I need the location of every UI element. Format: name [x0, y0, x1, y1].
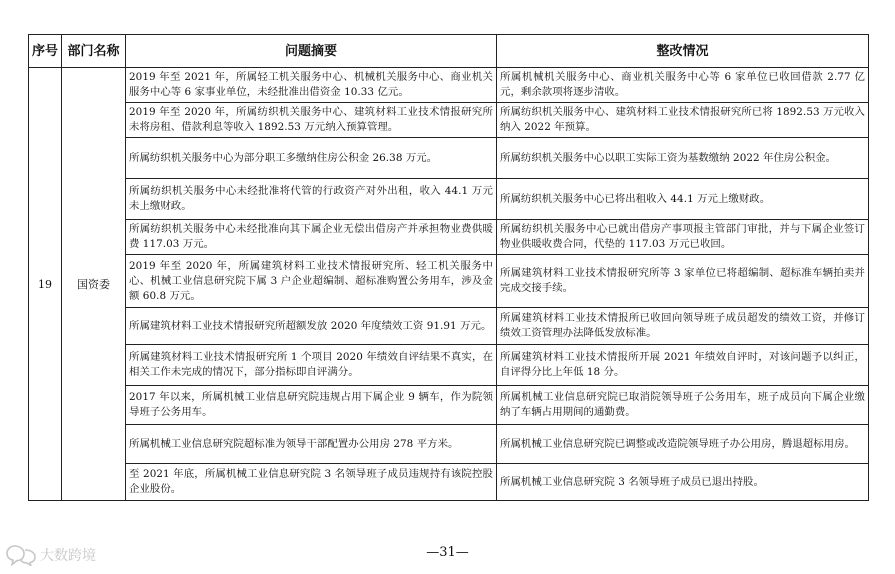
table-row [29, 255, 869, 308]
issue-cell: 所属建筑材料工业技术情报研究所超额发放 2020 年度绩效工资 91.91 万元。 [126, 308, 497, 345]
header-index: 序号 [29, 35, 62, 68]
rectification-cell: 所属机械工业信息研究院 3 名领导班子成员已退出持股。 [497, 464, 869, 501]
table-row [29, 138, 869, 179]
issue-cell: 2019 年至 2020 年，所属建筑材料工业技术情报研究所、轻工机关服务中心、机械工业信息研究院下属 3 户企业超编制、超标准购置公务用车，涉及金额 60.8 万元。 [126, 255, 497, 308]
rectification-cell: 所属建筑材料工业技术情报所开展 2021 年绩效自评时，对该问题予以纠正，自评得分比上年低 18 分。 [497, 345, 869, 386]
issue-cell: 所属纺织机关服务中心未经批准向其下属企业无偿出借房产并承担物业费供暖费 117.03 万元。 [126, 220, 497, 255]
table-row [29, 308, 869, 345]
rectification-cell: 所属机械工业信息研究院已取消院领导班子公务用车，班子成员向下属企业缴纳了车辆占用期间的通勤费。 [497, 386, 869, 425]
issue-cell: 所属建筑材料工业技术情报研究所 1 个项目 2020 年绩效自评结果不真实，在相关工作未完成的情况下，部分指标即自评满分。 [126, 345, 497, 386]
issue-cell: 2019 年至 2020 年，所属纺织机关服务中心、建筑材料工业技术情报研究所未将房租、借款利息等收入 1892.53 万元纳入预算管理。 [126, 103, 497, 138]
row-index-cell: 19 [29, 68, 62, 501]
rectification-cell: 所属机械机关服务中心、商业机关服务中心等 6 家单位已收回借款 2.77 亿元，剩余款项将逐步清收。 [497, 68, 869, 103]
page-number: —31— [426, 545, 469, 560]
header-rectification: 整改情况 [497, 35, 869, 68]
table-header-row [29, 35, 869, 68]
rectification-cell: 所属纺织机关服务中心已将出租收入 44.1 万元上缴财政。 [497, 179, 869, 220]
issue-cell: 至 2021 年底，所属机械工业信息研究院 3 名领导班子成员违规持有该院控股企业股份。 [126, 464, 497, 501]
table-row [29, 179, 869, 220]
issue-cell: 所属机械工业信息研究院超标准为领导干部配置办公用房 278 平方米。 [126, 425, 497, 464]
issue-cell: 2017 年以来，所属机械工业信息研究院违规占用下属企业 9 辆车，作为院领导班子公务用车。 [126, 386, 497, 425]
table-row [29, 68, 869, 103]
watermark [6, 544, 96, 566]
table-row [29, 386, 869, 425]
rectification-cell: 所属机械工业信息研究院已调整或改造院领导班子办公用房，腾退超标用房。 [497, 425, 869, 464]
chat-bubble-logo-icon [6, 544, 36, 566]
header-department: 部门名称 [62, 35, 126, 68]
audit-rectification-table [28, 34, 869, 501]
issue-cell: 所属纺织机关服务中心为部分职工多缴纳住房公积金 26.38 万元。 [126, 138, 497, 179]
rectification-cell: 所属纺织机关服务中心、建筑材料工业技术情报研究所已将 1892.53 万元收入纳入 2022 年预算。 [497, 103, 869, 138]
header-issue-summary: 问题摘要 [126, 35, 497, 68]
rectification-cell: 所属建筑材料工业技术情报所已收回向领导班子成员超发的绩效工资，并修订绩效工资管理办法降低发放标准。 [497, 308, 869, 345]
table-row [29, 464, 869, 501]
rectification-cell: 所属建筑材料工业技术情报研究所等 3 家单位已将超编制、超标准车辆拍卖并完成交接手续。 [497, 255, 869, 308]
watermark-text: 大数跨境 [40, 548, 96, 564]
table-row [29, 220, 869, 255]
department-cell: 国资委 [62, 68, 126, 501]
table-row [29, 425, 869, 464]
rectification-cell: 所属纺织机关服务中心已就出借房产事项报主管部门审批，并与下属企业签订物业供暖收费合同，代垫的 117.03 万元已收回。 [497, 220, 869, 255]
issue-cell: 2019 年至 2021 年，所属轻工机关服务中心、机械机关服务中心、商业机关服务中心等 6 家事业单位，未经批准出借资金 10.33 亿元。 [126, 68, 497, 103]
table-row [29, 345, 869, 386]
rectification-cell: 所属纺织机关服务中心以职工实际工资为基数缴纳 2022 年住房公积金。 [497, 138, 869, 179]
issue-cell: 所属纺织机关服务中心未经批准将代管的行政资产对外出租，收入 44.1 万元未上缴财政。 [126, 179, 497, 220]
table-row [29, 103, 869, 138]
